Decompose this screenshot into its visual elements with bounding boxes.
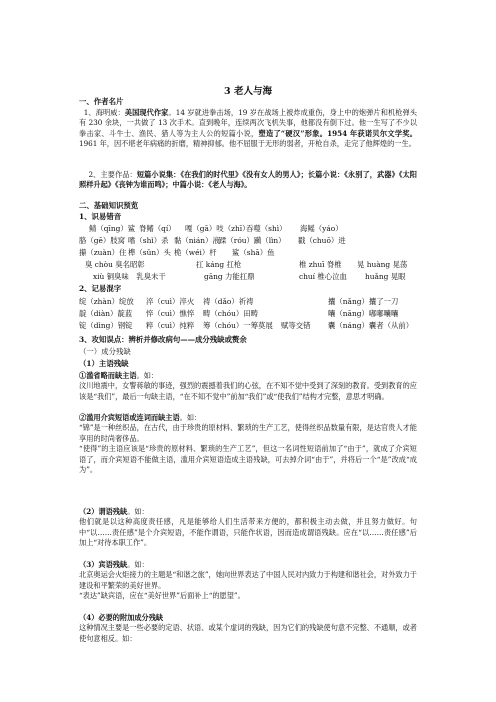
mix-row-3-item-5: 囊（náng）囊者（从前） (328, 321, 414, 330)
mix-row-2-item-1: 靛（diàn）靛蓝 (79, 309, 133, 318)
author-p1-end: 1961 年，因不堪老年病痛的折磨，精神抑郁。他不屈服于无形的弱者，开枪自杀，走完了他辉煌的一生。 (79, 139, 416, 149)
pron-row-1-item-1: 鲭（qīng）鲨 (89, 224, 136, 233)
pron-row-2-item-2: 嗜（shì）杀 (128, 236, 169, 245)
grammar-2-heading: （2）谓语残缺 (79, 507, 128, 516)
mix-row-1-item-4: 攮（nǎng）攮了一刀 (328, 297, 399, 306)
author-p1-label: 1、海明威： (83, 108, 125, 117)
author-p1-nationality: 美国现代作家 (124, 108, 169, 117)
pron-row-5-item-1: xiù 铜臭味 乳臭未干 (93, 272, 166, 281)
mix-row-2-item-4: 囔（nāng）嘟嘟囔囔 (328, 309, 399, 318)
subheading-pronunciation: 1、识易错音 (79, 212, 122, 221)
grammar-example-4 (79, 560, 417, 602)
grammar-example-2 (79, 413, 417, 475)
grammar-1-2-tag: 。如： (179, 413, 202, 422)
grammar-2-tag: 。如： (127, 507, 149, 516)
pron-row-3-item-1: 攥（zuàn）住 (79, 248, 127, 257)
pron-row-2-item-5: 戳（chuō）进 (298, 236, 346, 245)
grammar-3-tag: 。如： (127, 560, 149, 569)
author-paragraph-1 (79, 108, 417, 150)
pron-row-3-item-4: 鲨（shā）鱼 (232, 248, 275, 257)
grammar-3-heading: （3）宾语残缺 (79, 560, 128, 569)
mix-row-3-item-1: 锭（dìng）钢锭 (79, 321, 133, 330)
pron-row-1-item-2: 脊鳍（qí） (139, 224, 176, 233)
grammar-1-2-explain: “使得”的主语应该是“珍贵的原材料、繁琐的生产工艺”，但这一名词性短语前加了“由于”，就成了介宾短语了，而介宾短语不能做主语，滥用介宾短语造成主语残缺，可去掉介词“由于”，并将后一个“是”改成“成为”。 (79, 444, 417, 475)
pron-row-5-item-2: gāng 力能扛鼎 (204, 272, 255, 281)
pron-row-2-item-4: 蹂（róu）躏（lìn） (219, 236, 286, 245)
pron-row-1-item-3: 嘎（gā）吱（zhī） (185, 224, 250, 233)
grammar-1-2-heading: ②滥用介宾短语或连词而缺主语 (79, 413, 180, 422)
mix-row-3-item-2: 粹（cuì）纯粹 (146, 321, 195, 330)
grammar-3-text: 北京奥运会火炬接力的主题是“和谐之旅”，她向世界表达了中国人民对内致力于构建和谐社会，对外致力于建设和平繁荣的美好世界。 (79, 570, 417, 590)
grammar-1-1-heading: ①滥省略而缺主语 (79, 371, 137, 380)
grammar-3-explain: “表达”缺宾语，应在“美好世界”后面补上“的愿望”。 (79, 591, 245, 601)
pron-row-5-item-4: huǎng 晃眼 (365, 272, 406, 281)
grammar-2-text: 他们就是以这种高度责任感，凡是能够给人们生活带来方便的，都积极主动去做，并且努力做好。句中“以……责任感”是个介宾短语，不能作谓语，只能作状语，因而造成谓语残缺。应在“以……责任感”后加上“对待本职工作”。 (79, 517, 417, 548)
grammar-example-5 (79, 613, 417, 644)
subheading-confusable-chars: 2、记易混字 (79, 284, 122, 293)
pron-row-3-item-3: 桅（wéi）杆 (174, 248, 217, 257)
author-p1-body: 。14 岁就进拳击场，19 岁在战场上被炸成重伤，身上中的炮弹片和机枪弹头有 230 余块，一共做了 13 次手术。直到晚年，连续两次飞机失事，他都没有倒下过。他一生写了不少以拳击家、斗牛士、渔民、猎人等为主人公的短篇小说， (79, 108, 417, 138)
author-paragraph-2 (79, 170, 417, 191)
page-title: 3 老人与海 (224, 86, 272, 97)
mix-row-2-item-2: 悴（cuì）憔悴 (146, 309, 195, 318)
pron-row-1-item-5: 海鳐（yáo） (300, 224, 343, 233)
grammar-1-1-tag: 。如： (136, 371, 159, 380)
pron-row-2-item-3: 黏（nián）液 (174, 236, 220, 245)
grammar-1-2-text: “锦”是一种丝织品，在古代，由于珍贵的原材料、繁琐的生产工艺，使得丝织品数量有限，是达官贵人才能享用的时尚奢侈品。 (79, 423, 417, 443)
grammar-example-1 (79, 371, 417, 402)
mix-row-1-item-2: 淬（cuì）淬火 (146, 297, 195, 306)
pron-row-3-item-2: 榫（sǔn）头 (128, 248, 171, 257)
pron-row-4-item-1: 臭 chòu 臭名昭彰 (85, 260, 145, 269)
pron-row-4-item-4: 晃 huàng 晃荡 (357, 260, 408, 269)
pron-row-5-item-3: chuí 椎心泣血 (299, 272, 347, 281)
author-p2-label: 2、主要作品： (88, 170, 137, 179)
section-heading-author: 一、作者名片 (79, 97, 124, 106)
grammar-4-heading: （4）必要的附加成分残缺 (79, 613, 164, 622)
section-heading-grammar: 3、攻知误点：辨析并修改病句——成分残缺或赘余 (79, 335, 247, 344)
mix-row-1-item-1: 绽（zhàn）绽放 (79, 297, 134, 306)
grammar-example-3 (79, 507, 417, 549)
pron-row-1-item-4: 吞噬（shì） (246, 224, 287, 233)
mix-row-3-item-3: 筹（chóu）一筹莫展 (203, 321, 273, 330)
mix-row-2-item-3: 畴（chóu）田畴 (203, 309, 259, 318)
grammar-intro: （一）成分残缺 (79, 347, 131, 356)
author-p1-highlight: 塑造了“硬汉”形象。1954 年获诺贝尔文学奖。 (258, 128, 417, 138)
grammar-subject-missing-heading: （1）主语残缺 (79, 359, 129, 368)
mix-row-1-item-3: 祷（dǎo）祈祷 (203, 297, 254, 306)
pron-row-2-item-1: 胳（gē）肢窝 (79, 236, 126, 245)
author-p2-works: 短篇小说集：《在我们的时代里》《没有女人的男人》；长篇小说：《永别了，武器》《太阳照样升起》《丧钟为谁而鸣》；中篇小说：《老人与海》。 (79, 170, 417, 190)
grammar-4-text: 这种情况主要是一些必要的定语、状语、或某个虚词的残缺，因为它们的残缺使句意不完整、不通顺，或者使句意相反。如： (79, 623, 417, 643)
pron-row-4-item-2: 扛 káng 扛枪 (196, 260, 242, 269)
mix-row-3-item-4: 赋等交错 (281, 321, 311, 330)
grammar-1-1-text: 汶川地震中，女警蒋敏的事迹，强烈的震撼着我们的心弦，在不知不觉中受到了深刻的教育。受到教育的应该是“我们”，最后一句缺主语，“在不知不觉中”前加“我们”或“使我们”结构才完整，意思才明确。 (79, 381, 417, 401)
section-heading-basics: 二、基础知识预览 (79, 201, 139, 210)
pron-row-4-item-3: 椎 zhuī 脊椎 (299, 260, 342, 269)
